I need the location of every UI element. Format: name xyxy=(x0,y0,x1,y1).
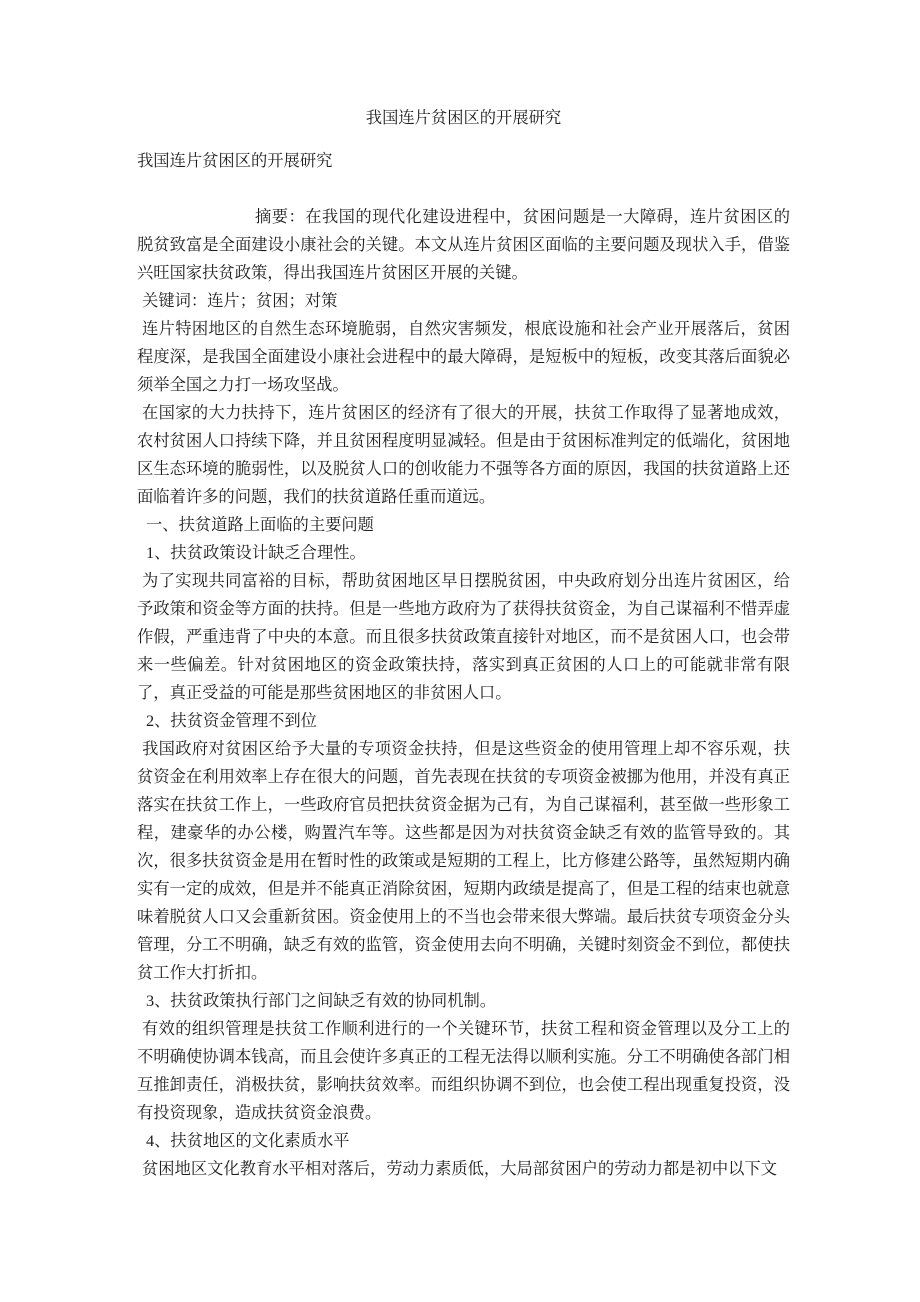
section-heading-main-problems: 一、扶贫道路上面临的主要问题 xyxy=(146,515,374,534)
paragraph-fund-management: 我国政府对贫困区给予大量的专项资金扶持，但是这些资金的使用管理上却不容乐观，扶贫资金在利用效率上存在很大的问题，首先表现在扶贫的专项资金被挪为他用，并没有真正落实在扶贫工作上，一些政府官员把扶贫资金据为己有，为自己谋福利，甚至做一些形象工程，建豪华的办公楼，购置汽车等。这些都是因为对扶贫资金缺乏有效的监管导致的。其次，很多扶贫资金是用在暂时性的政策或是短期的工程上，比方修建公路等，虽然短期内确实有一定的成效，但是并不能真正消除贫困，短期内政绩是提高了，但是工程的结束也就意味着脱贫人口又会重新贫困。资金使用上的不当也会带来很大弊端。最后扶贫专项资金分头管理，分工不明确，缺乏有效的监管，资金使用去向不明确，关键时刻资金不到位，都使扶贫工作大打折扣。 xyxy=(137,739,790,982)
abstract-paragraph: 摘要：在我国的现代化建设进程中，贫困问题是一大障碍，连片贫困区的脱贫致富是全面建设小康社会的关键。本文从连片贫困区面临的主要问题及现状入手，借鉴兴旺国家扶贫政策，得出我国连片贫困区开展的关键。 xyxy=(137,207,790,282)
subheading-1-policy-design: 1、扶贫政策设计缺乏合理性。 xyxy=(146,543,366,562)
paragraph-coordination-mechanism: 有效的组织管理是扶贫工作顺利进行的一个关键环节，扶贫工程和资金管理以及分工上的不明确使协调本钱高，而且会使许多真正的工程无法得以顺利实施。分工不明确使各部门相互推卸责任，消极扶贫，影响扶贫效率。而组织协调不到位，也会使工程出现重复投资，没有投资现象，造成扶贫资金浪费。 xyxy=(137,1019,790,1122)
document-title: 我国连片贫困区的开展研究 xyxy=(365,108,562,127)
subheading-4-education-level: 4、扶贫地区的文化素质水平 xyxy=(146,1131,350,1150)
paragraph-education-level: 贫困地区文化教育水平相对落后，劳动力素质低，大局部贫困户的劳动力都是初中以下文 xyxy=(142,1159,777,1178)
document-subtitle: 我国连片贫困区的开展研究 xyxy=(137,151,333,170)
subheading-3-coordination-mechanism: 3、扶贫政策执行部门之间缺乏有效的协同机制。 xyxy=(146,991,497,1010)
paragraph-policy-design: 为了实现共同富裕的目标，帮助贫困地区早日摆脱贫困，中央政府划分出连片贫困区，给予政策和资金等方面的扶持。但是一些地方政府为了获得扶贫资金，为自己谋福利不惜弄虚作假，严重违背了中央的本意。而且很多扶贫政策直接针对地区，而不是贫困人口，也会带来一些偏差。针对贫困地区的资金政策扶持，落实到真正贫困的人口上的可能就非常有限了，真正受益的可能是那些贫困地区的非贫困人口。 xyxy=(137,571,790,702)
subheading-2-fund-management: 2、扶贫资金管理不到位 xyxy=(146,711,317,730)
intro-paragraph-2: 在国家的大力扶持下，连片贫困区的经济有了很大的开展，扶贫工作取得了显著地成效，农村贫困人口持续下降，并且贫困程度明显减轻。但是由于贫困标准判定的低端化，贫困地区生态环境的脆弱性，以及脱贫人口的创收能力不强等各方面的原因，我国的扶贫道路上还面临着许多的问题，我们的扶贫道路任重而道远。 xyxy=(137,403,790,506)
intro-paragraph-1: 连片特困地区的自然生态环境脆弱，自然灾害频发，根底设施和社会产业开展落后，贫困程度深，是我国全面建设小康社会进程中的最大障碍，是短板中的短板，改变其落后面貌必须举全国之力打一场攻坚战。 xyxy=(137,319,790,394)
keywords-line: 关键词：连片；贫困；对策 xyxy=(142,291,338,310)
